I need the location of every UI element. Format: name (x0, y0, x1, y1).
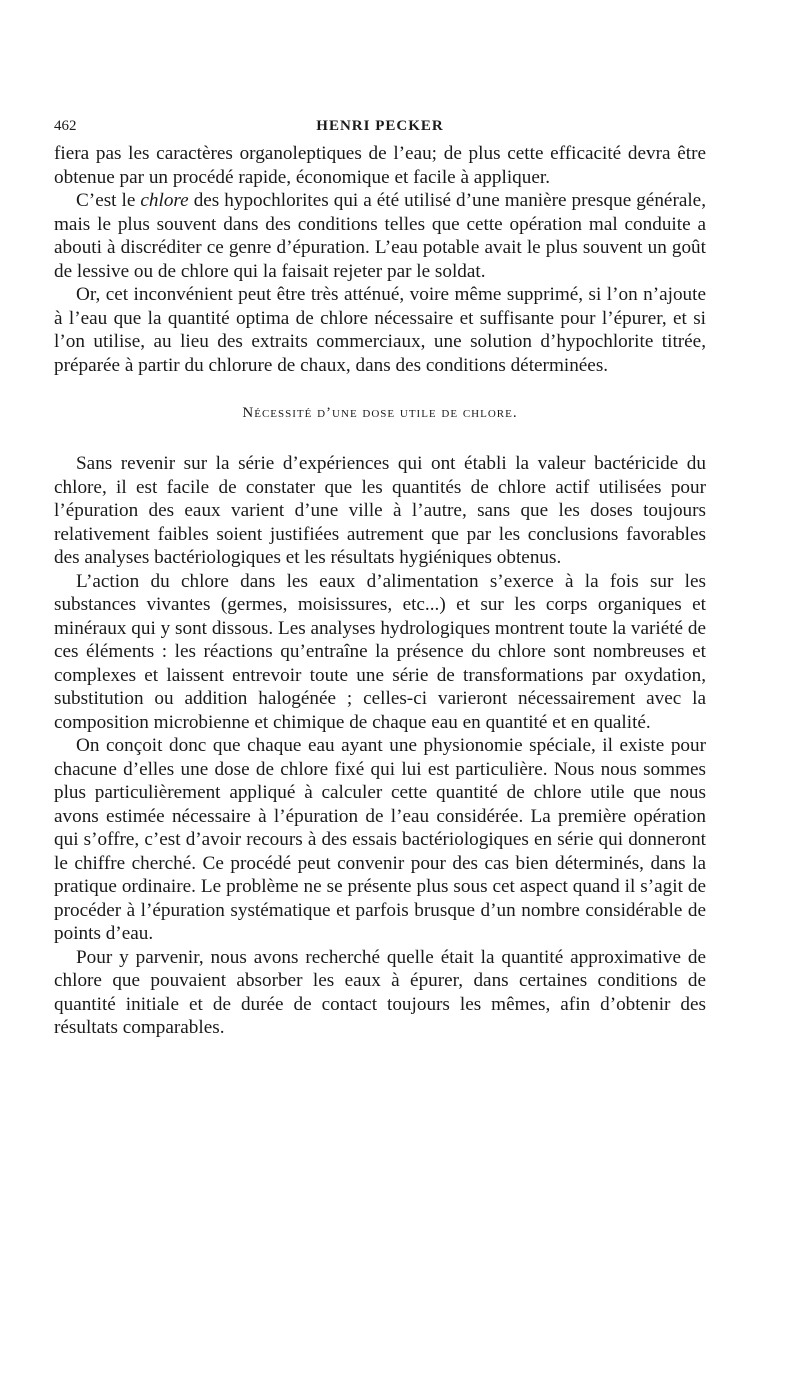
running-title: HENRI PECKER (316, 118, 444, 134)
running-head (54, 112, 706, 138)
book-page (54, 112, 706, 1040)
paragraph-chlore-hypochlorites (54, 189, 706, 283)
paragraph-text: C’est le (76, 190, 141, 211)
page-number: 462 (54, 118, 77, 134)
paragraph-physionomie: On conçoit donc que chaque eau ayant une physionomie spéciale, il existe pour chacune d’elles une dose de chlore fixé qui lui est particulière. Nous nous sommes plus particulièrement appliqué à calculer cette quantité de chlore utile que nous avons estimée nécessaire à l’épuration de l’eau considérée. La première opération qui s’offre, c’est d’avoir recours à des essais bactériologiques en série qui donneront le chiffre cherché. Ce procédé peut convenir pour des cas bien déterminés, dans la pratique ordinaire. Le problème ne se présente plus sous cet aspect quand il s’agit de procéder à l’épuration systématique et parfois brusque d’un nombre considérable de points d’eau. (54, 735, 706, 944)
section-heading: Nécessité d’une dose utile de chlore. (242, 405, 518, 421)
paragraph-action-chlore: L’action du chlore dans les eaux d’alimentation s’exerce à la fois sur les substances vivantes (germes, moisissures, etc...) et sur les corps organiques et minéraux qui y sont dissous. Les analyses hydrologiques montrent toute la variété de ces éléments : les réactions qu’entraîne la présence du chlore sont nombreuses et complexes et laissent entrevoir toute une série de transformations par oxydation, substitution ou addition halogénée ; celles-ci varieront nécessairement avec la composition microbienne et chimique de chaque eau en quantité et en qualité. (54, 570, 706, 733)
paragraph-continuation: fiera pas les caractères organoleptiques de l’eau; de plus cette efficacité devra être obtenue par un procédé rapide, économique et facile à appliquer. (54, 143, 706, 188)
paragraph-inconvenient: Or, cet inconvénient peut être très atténué, voire même supprimé, si l’on n’ajoute à l’eau que la quantité optima de chlore nécessaire et suffisante pour l’épurer, et si l’on utilise, au lieu des extraits commerciaux, une solution d’hypochlorite titrée, préparée à partir du chlorure de chaux, dans des conditions déterminées. (54, 284, 706, 376)
paragraph-text: des hypochlorites qui a été utilisé d’une manière presque générale, mais le plus souvent dans des conditions telles que cette opération mal conduite a abouti à discréditer ce genre d’épuration. L’eau potable avait le plus souvent un goût de lessive ou de chlore qui la faisait rejeter par le soldat. (54, 190, 706, 282)
paragraph-serie-experiences: Sans revenir sur la série d’expériences qui ont établi la valeur bactéricide du chlore, il est facile de constater que les quantités de chlore actif utilisées pour l’épuration des eaux varient d’une ville à l’autre, sans que les doses toujours relativement faibles soient justifiées autrement que par les conclusions favorables des analyses bactériologiques et les résultats hygiéniques obtenus. (54, 453, 706, 568)
paragraph-quantite-approximative: Pour y parvenir, nous avons recherché quelle était la quantité approximative de chlore que pouvaient absorber les eaux à épurer, dans certaines conditions de quantité initiale et de durée de contact toujours les mêmes, afin d’obtenir des résultats comparables. (54, 946, 706, 1038)
italic-term-chlore: chlore (140, 190, 189, 211)
